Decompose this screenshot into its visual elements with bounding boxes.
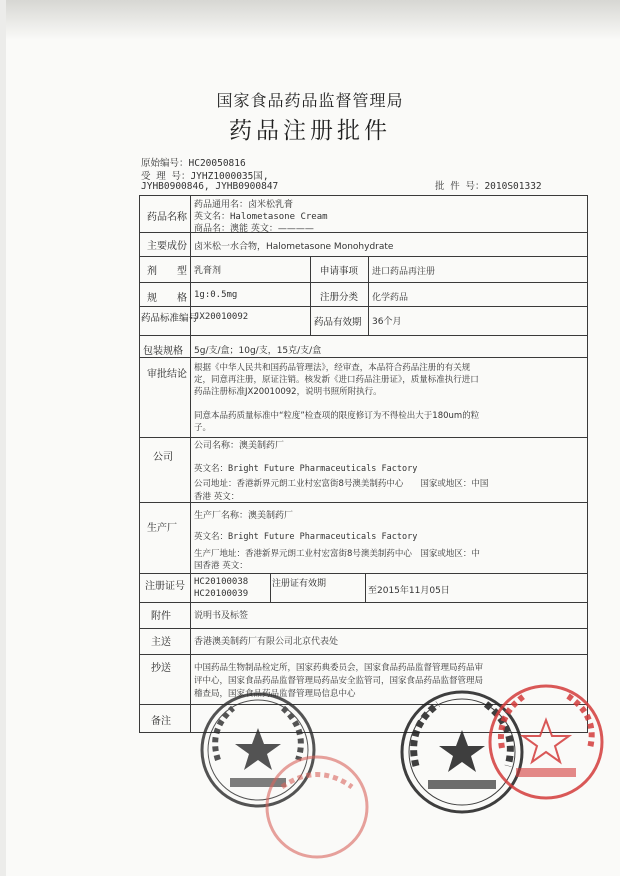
label-spec: 规 格 xyxy=(147,293,187,304)
package-value: 5g/支/盒；10g/支，15克/支/盒 xyxy=(194,346,322,356)
label-attachment: 附件 xyxy=(151,611,171,622)
copy-to-line-2: 评中心，国家食品药品监督管理局药品安全监管司，国家食品药品监督管理局 xyxy=(194,676,484,686)
label-conclusion: 审批结论 xyxy=(147,369,187,380)
conclusion-line-5: 子。 xyxy=(194,423,212,433)
label-reg-class: 注册分类 xyxy=(320,292,359,303)
company-address: 公司地址：香港新界元朗工业村宏富街8号澳美制药中心 国家或地区：中国 xyxy=(194,479,489,489)
copy-to-line-3: 稽查局，国家食品药品监督管理局信息中心 xyxy=(194,689,356,699)
acceptance-no-2: JYHB0900846, JYHB0900847 xyxy=(141,181,279,192)
ingredients-value: 卤米松一水合物，Halometasone Monohydrate xyxy=(194,242,394,252)
label-ingredients: 主要成份 xyxy=(147,241,187,252)
copy-to-line-1: 中国药品生物制品检定所，国家药典委员会，国家食品药品监督管理局药品审 xyxy=(194,663,484,673)
manufacturer-address: 生产厂地址：香港新界元朗工业村宏富街8号澳美制药中心 国家或地区：中 xyxy=(194,549,480,559)
document-title: 药品注册批件 xyxy=(229,118,391,144)
approval-no: 批 件 号：2010S01332 xyxy=(435,181,542,192)
conclusion-line-2: 定，同意再注册，原证注销。核发新《进口药品注册证》，质量标准执行进口 xyxy=(194,375,479,385)
standard-value: JX20010092 xyxy=(194,312,249,322)
drug-english-name: 英文名：Halometasone Cream xyxy=(194,212,328,222)
original-no: 原始编号：HC20050816 xyxy=(141,158,246,169)
validity-value: 36个月 xyxy=(372,317,402,327)
label-manufacturer: 生产厂 xyxy=(147,523,177,534)
label-validity: 药品有效期 xyxy=(314,317,362,328)
company-name: 公司名称：澳美制药厂 xyxy=(194,441,285,451)
application-value: 进口药品再注册 xyxy=(372,267,436,277)
bottom-red-stamp xyxy=(262,752,372,862)
label-remarks: 备注 xyxy=(151,716,171,727)
reg-cert-no-1: HC20100038 xyxy=(194,577,249,587)
acceptance-no-1: 受 理 号：JYHZ1000035国, xyxy=(141,171,269,182)
label-recipient: 主送 xyxy=(151,637,171,648)
agency-title: 国家食品药品监督管理局 xyxy=(216,91,404,110)
scan-shadow xyxy=(0,0,620,40)
reg-cert-validity-value: 至2015年11月05日 xyxy=(368,586,450,596)
recipient-value: 香港澳美制药厂有限公司北京代表处 xyxy=(194,637,339,647)
reg-class-value: 化学药品 xyxy=(372,293,409,303)
label-package: 包装规格 xyxy=(143,346,183,357)
label-drug-name: 药品名称 xyxy=(147,212,187,223)
drug-generic-name: 药品通用名：卤米松乳膏 xyxy=(194,200,294,210)
conclusion-line-3: 药品注册标准JX20010092，说明书照所附执行。 xyxy=(194,387,382,397)
conclusion-line-4: 同意本品药质量标准中“粒度”检查项的限度修订为不得检出大于180um的粒 xyxy=(194,411,480,421)
drug-trade-name: 商品名：澳能 英文：———— xyxy=(194,224,314,234)
right-red-company-stamp xyxy=(486,682,606,802)
label-dosage-form: 剂 型 xyxy=(147,266,187,277)
manufacturer-english-name: 英文名：Bright Future Pharmaceuticals Factory xyxy=(194,532,418,542)
spec-value: 1g:0.5mg xyxy=(194,290,238,300)
conclusion-line-1: 根据《中华人民共和国药品管理法》，经审查，本品符合药品注册的有关规 xyxy=(194,363,471,373)
manufacturer-region: 国香港 英文： xyxy=(194,561,248,571)
label-reg-cert: 注册证号 xyxy=(145,581,185,592)
company-english-name: 英文名：Bright Future Pharmaceuticals Factory xyxy=(194,464,418,474)
dosage-form-value: 乳膏剂 xyxy=(194,266,222,276)
manufacturer-name: 生产厂名称：澳美制药厂 xyxy=(194,511,294,521)
reg-cert-no-2: HC20100039 xyxy=(194,589,249,599)
label-application: 申请事项 xyxy=(320,266,359,277)
label-copy-to: 抄送 xyxy=(151,663,171,674)
label-reg-cert-validity: 注册证有效期 xyxy=(272,579,327,589)
company-region: 香港 英文： xyxy=(194,492,240,502)
attachment-value: 说明书及标签 xyxy=(194,611,249,621)
label-standard: 药品标准编号 xyxy=(141,313,199,324)
label-company: 公司 xyxy=(153,452,173,463)
